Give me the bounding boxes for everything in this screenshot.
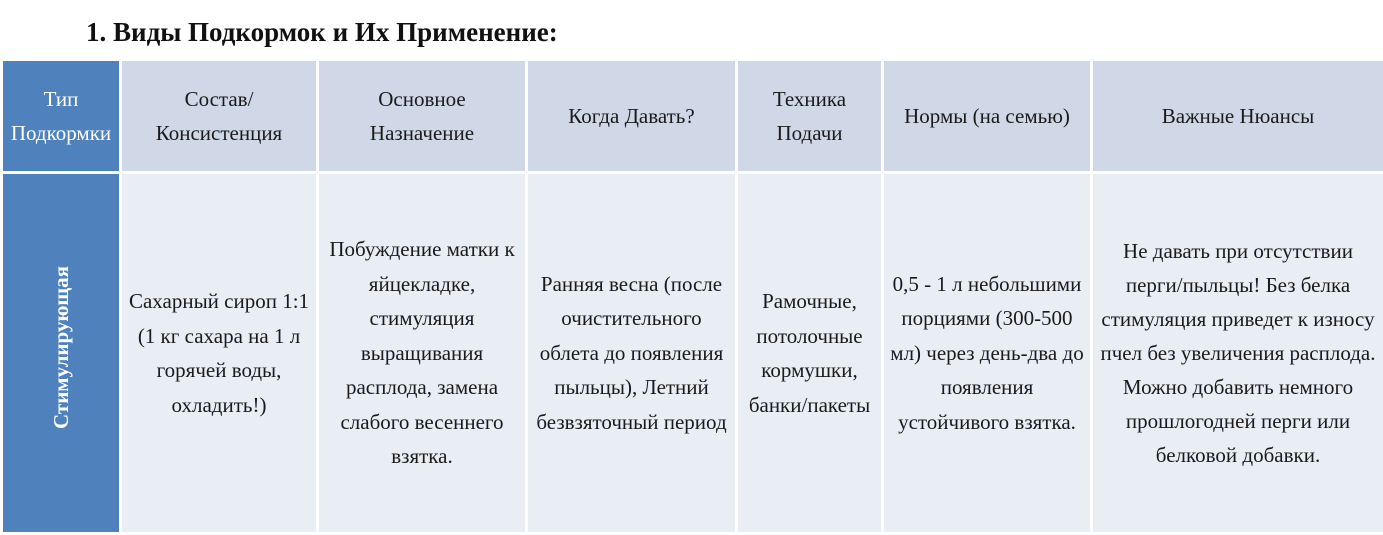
header-cell-technique: Техника Подачи xyxy=(737,60,883,173)
header-cell-composition: Состав/Консистенция xyxy=(121,60,318,173)
cell-purpose: Побуждение матки к яйцекладке, стимуляция выращивания расплода, замена слабого весеннего взятка. xyxy=(318,173,527,534)
header-cell-timing: Когда Давать? xyxy=(527,60,737,173)
header-cell-norms: Нормы (на семью) xyxy=(883,60,1092,173)
header-cell-type: Тип Подкормки xyxy=(2,60,121,173)
header-cell-nuances: Важные Нюансы xyxy=(1092,60,1383,173)
row-header-type xyxy=(2,173,121,534)
page-title: 1. Виды Подкормок и Их Применение: xyxy=(86,14,558,50)
cell-composition: Сахарный сироп 1:1 (1 кг сахара на 1 л горячей воды, охладить!) xyxy=(121,173,318,534)
cell-norms: 0,5 - 1 л небольшими порциями (300-500 мл) через день-два до появления устойчивого взятка. xyxy=(883,173,1092,534)
row-type-label: Стимулирующая xyxy=(48,266,74,429)
table-header-row xyxy=(2,60,1383,173)
feeding-table xyxy=(0,58,1383,535)
header-cell-purpose: Основное Назначение xyxy=(318,60,527,173)
cell-timing: Ранняя весна (после очистительного облета до появления пыльцы), Летний безвзяточный период xyxy=(527,173,737,534)
table-row xyxy=(2,173,1383,534)
cell-technique: Рамочные, потолочные кормушки, банки/пакеты xyxy=(737,173,883,534)
cell-nuances: Не давать при отсутствии перги/пыльцы! Без белка стимуляция приведет к износу пчел без увеличения расплода. Можно добавить немного прошлогодней перги или белковой добавки. xyxy=(1092,173,1383,534)
